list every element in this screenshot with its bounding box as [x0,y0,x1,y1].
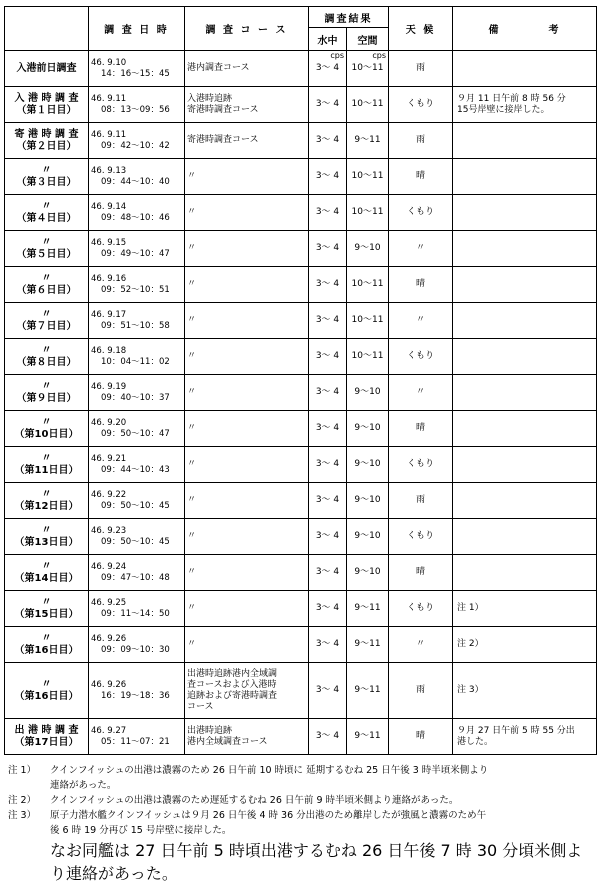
table-row [5,591,597,627]
table-row [5,231,597,267]
datetime-cell [89,231,185,267]
course-cell [185,303,309,339]
course-cell [185,447,309,483]
underwater-value: 3～ 4 [309,411,347,447]
survey-label-line: 〃 [41,524,52,536]
weather-cell: くもり [389,519,453,555]
air-value: 9～11 [347,591,389,627]
course-cell [185,267,309,303]
footnotes [4,763,596,838]
survey-label-line: （第８日目） [16,356,77,368]
underwater-value: 3～ 4 [309,195,347,231]
course-cell [185,231,309,267]
survey-date: 46. 9.24 [91,561,127,572]
air-value: 9～11 [347,663,389,719]
survey-label-line: 〃 [41,164,52,176]
course-cell [185,627,309,663]
underwater-value: 3～ 4 cps [309,51,347,87]
footnote [4,763,596,793]
weather-cell: 雨 [389,483,453,519]
course-line: 出港時追跡 [187,725,233,736]
header-air: 空間 [347,28,389,51]
air-value: 10～11 [347,195,389,231]
table-row [5,51,597,87]
survey-label-line: （第11日目） [14,464,79,476]
datetime-cell [89,375,185,411]
weather-cell: 〃 [389,375,453,411]
survey-label-cell [5,87,89,123]
remark-line: ９月 11 日午前 8 時 56 分 [457,93,566,104]
survey-date: 46. 9.25 [91,597,127,608]
course-cell [185,411,309,447]
weather-cell: 〃 [389,231,453,267]
weather-cell: くもり [389,447,453,483]
table-row [5,267,597,303]
survey-label-cell [5,591,89,627]
weather-cell: 雨 [389,123,453,159]
survey-label-cell [5,159,89,195]
weather-cell: 晴 [389,267,453,303]
remarks-cell [453,123,597,159]
remarks-cell [453,591,597,627]
survey-label-cell [5,483,89,519]
remarks-cell [453,519,597,555]
survey-time: 09：09～10：30 [101,644,170,655]
course-line: 〃 [187,243,197,253]
survey-date: 46. 9.27 [91,725,127,736]
course-cell [185,555,309,591]
survey-label-cell [5,267,89,303]
course-cell [185,483,309,519]
survey-label-cell [5,627,89,663]
survey-label-line: 〃 [41,452,52,464]
course-cell [185,375,309,411]
survey-label-line: 〃 [41,308,52,320]
underwater-value: 3～ 4 [309,519,347,555]
survey-label-line: 〃 [41,236,52,248]
survey-label-line: 〃 [41,678,52,690]
air-value: 9～10 [347,231,389,267]
footnote [4,793,596,808]
weather-cell: 雨 [389,51,453,87]
survey-label-cell [5,663,89,719]
course-cell [185,339,309,375]
survey-label-line: 〃 [41,272,52,284]
course-cell [185,159,309,195]
survey-time: 09：42～10：42 [101,140,170,151]
datetime-cell [89,267,185,303]
underwater-value: 3～ 4 [309,123,347,159]
header-label [5,7,89,51]
survey-label-cell [5,375,89,411]
survey-label-cell [5,339,89,375]
footnote-extra: なお同艦は 27 日午前 5 時頃出港するむね 26 日午後 7 時 30 分頃米側より連絡があった。 [50,841,583,883]
survey-date: 46. 9.18 [91,345,127,356]
underwater-value: 3～ 4 [309,719,347,755]
course-cell [185,591,309,627]
survey-date: 46. 9.20 [91,417,127,428]
remarks-cell [453,627,597,663]
header-underwater: 水中 [309,28,347,51]
footnote-key: 注 3） [8,810,37,821]
footnote-line: 連絡があった。 [50,780,117,791]
weather-cell: くもり [389,87,453,123]
table-row [5,627,597,663]
footnote-line: クインフイッシュの出港は濃霧のため遅延するむね 26 日午前 9 時半頃米側より連絡があった。 [50,795,459,806]
survey-date: 46. 9.21 [91,453,127,464]
air-value: 9～11 [347,719,389,755]
survey-time: 09：50～10：45 [101,536,170,547]
underwater-value: 3～ 4 [309,447,347,483]
datetime-cell [89,519,185,555]
survey-label-cell [5,719,89,755]
survey-date: 46. 9.14 [91,201,127,212]
survey-time: 09：50～10：47 [101,428,170,439]
survey-time: 08：13～09：56 [101,104,170,115]
survey-label-cell [5,303,89,339]
air-value: 10～11 [347,267,389,303]
survey-date: 46. 9.10 [91,57,127,68]
datetime-cell [89,51,185,87]
survey-label-line: 寄 港 時 調 査 [14,128,79,140]
unit-label: cps [330,51,344,60]
remarks-cell [453,51,597,87]
air-value: 9～11 [347,627,389,663]
course-line: 追跡および寄港時調査 [187,690,278,701]
remarks-cell [453,267,597,303]
survey-date: 46. 9.13 [91,165,127,176]
survey-label-cell [5,447,89,483]
survey-table [4,6,597,755]
air-value: 9～10 [347,411,389,447]
survey-label-line: （第10日目） [14,428,79,440]
survey-date: 46. 9.16 [91,273,127,284]
underwater-value: 3～ 4 [309,555,347,591]
air-value: 9～11 [347,123,389,159]
table-row [5,87,597,123]
header-course: 調 査 コ ー ス [185,7,309,51]
table-row [5,719,597,755]
weather-cell: 晴 [389,555,453,591]
air-value: 9～10 [347,375,389,411]
datetime-cell [89,159,185,195]
underwater-value: 3～ 4 [309,231,347,267]
survey-label-line: 〃 [41,416,52,428]
remark-line: 注 1） [457,603,484,613]
survey-label-line: （第13日目） [14,536,79,548]
remark-line: 港した。 [457,736,494,747]
course-cell [185,87,309,123]
table-row [5,663,597,719]
survey-label-line: （第２日目） [16,140,77,152]
survey-label-line: （第15日目） [14,608,79,620]
course-line: コース [187,701,214,712]
course-cell [185,195,309,231]
footnote-line: 原子力潜水艦クインフイッシュは９月 26 日午後 4 時 36 分出港のため離岸したが強風と濃霧のため午 [50,810,487,821]
unit-label: cps [372,51,386,60]
survey-date: 46. 9.11 [91,93,127,104]
header-remarks: 備 考 [453,7,597,51]
air-value: 9～10 [347,447,389,483]
survey-time: 14：16～15：45 [101,68,170,79]
survey-label-cell [5,195,89,231]
remarks-cell [453,231,597,267]
course-line: 〃 [187,351,197,361]
table-row [5,159,597,195]
course-line: 出港時追跡港内全域調 [187,668,278,679]
survey-date: 46. 9.15 [91,237,127,248]
header-results: 調査結果 [309,7,389,28]
course-cell [185,519,309,555]
remarks-cell [453,303,597,339]
survey-date: 46. 9.26 [91,679,127,690]
footnote-key: 注 2） [8,795,37,806]
course-line: 〃 [187,459,197,469]
datetime-cell [89,447,185,483]
remarks-cell [453,719,597,755]
remarks-cell [453,663,597,719]
table-row [5,483,597,519]
survey-label-line: 〃 [41,560,52,572]
header-datetime: 調 査 日 時 [89,7,185,51]
survey-label-cell [5,231,89,267]
footnote-key: 注 1） [8,765,37,776]
table-row [5,303,597,339]
table-row [5,447,597,483]
course-line: 〃 [187,495,197,505]
survey-label-cell [5,123,89,159]
air-value: 10～11 [347,339,389,375]
survey-time: 16：19～18：36 [101,690,170,701]
datetime-cell [89,195,185,231]
weather-cell: 晴 [389,719,453,755]
table-row [5,411,597,447]
table-row [5,195,597,231]
survey-label-line: 入港前日調査 [16,62,77,74]
weather-cell: 晴 [389,159,453,195]
weather-cell: くもり [389,195,453,231]
survey-time: 09：51～10：58 [101,320,170,331]
survey-time: 05：11～07：21 [101,736,170,747]
remark-line: 15号岸壁に接岸した。 [457,104,550,115]
underwater-value: 3～ 4 [309,663,347,719]
course-cell [185,663,309,719]
air-value: 9～10 [347,483,389,519]
remarks-cell [453,447,597,483]
datetime-cell [89,87,185,123]
survey-label-line: （第16日目） [14,644,79,656]
remarks-cell [453,411,597,447]
survey-time: 09：44～10：40 [101,176,170,187]
survey-table-body [5,51,597,755]
course-line: 〃 [187,423,197,433]
survey-time: 09：52～10：51 [101,284,170,295]
remarks-cell [453,375,597,411]
survey-date: 46. 9.19 [91,381,127,392]
survey-time: 09：40～10：37 [101,392,170,403]
air-value: 10～11 cps [347,51,389,87]
datetime-cell [89,123,185,159]
table-row [5,555,597,591]
course-line: 港内全域調査コース [187,736,268,747]
course-cell [185,123,309,159]
course-line: 〃 [187,315,197,325]
table-row [5,375,597,411]
datetime-cell [89,663,185,719]
datetime-cell [89,555,185,591]
survey-label-line: （第３日目） [16,176,77,188]
survey-label-cell [5,411,89,447]
datetime-cell [89,591,185,627]
underwater-value: 3～ 4 [309,303,347,339]
air-value: 10～11 [347,159,389,195]
remarks-cell [453,339,597,375]
survey-label-line: （第16日目） [14,690,79,702]
survey-label-line: 〃 [41,488,52,500]
survey-label-line: 〃 [41,380,52,392]
course-line: 寄港時調査コース [187,104,259,115]
survey-date: 46. 9.17 [91,309,127,320]
survey-label-line: （第12日目） [14,500,79,512]
remark-line: ９月 27 日午前 5 時 55 分出 [457,725,575,736]
course-line: 〃 [187,603,197,613]
remarks-cell [453,195,597,231]
table-row [5,123,597,159]
survey-label-line: 出 港 時 調 査 [14,724,79,736]
survey-time: 09：50～10：45 [101,500,170,511]
underwater-value: 3～ 4 [309,159,347,195]
survey-label-line: 〃 [41,632,52,644]
survey-date: 46. 9.22 [91,489,127,500]
table-row [5,519,597,555]
survey-time: 09：44～10：43 [101,464,170,475]
survey-label-line: （第７日目） [16,320,77,332]
survey-label-line: 入 港 時 調 査 [14,92,79,104]
course-line: 〃 [187,387,197,397]
survey-label-line: （第５日目） [16,248,77,260]
survey-label-line: （第14日目） [14,572,79,584]
table-row [5,339,597,375]
underwater-value: 3～ 4 [309,339,347,375]
weather-cell: 〃 [389,303,453,339]
weather-cell: 晴 [389,411,453,447]
survey-time: 09：11～14：50 [101,608,170,619]
air-value: 10～11 [347,303,389,339]
underwater-value: 3～ 4 [309,375,347,411]
course-line: 〃 [187,567,197,577]
survey-label-line: （第４日目） [16,212,77,224]
course-line: 入港時追跡 [187,93,233,104]
footnote-body [50,793,458,808]
air-value: 10～11 [347,87,389,123]
weather-cell: 〃 [389,627,453,663]
weather-cell: くもり [389,591,453,627]
survey-time: 09：47～10：48 [101,572,170,583]
footnote [4,808,596,838]
underwater-value: 3～ 4 [309,627,347,663]
remarks-cell [453,87,597,123]
air-value: 9～10 [347,555,389,591]
remark-line: 注 2） [457,639,484,649]
survey-label-line: 〃 [41,596,52,608]
survey-document [4,6,596,884]
course-line: 査コースおよび入港時 [187,679,277,690]
survey-label-cell [5,555,89,591]
survey-time: 09：48～10：46 [101,212,170,223]
course-line: 〃 [187,171,197,181]
datetime-cell [89,627,185,663]
remark-line: 注 3） [457,685,484,695]
datetime-cell [89,411,185,447]
survey-time: 09：49～10：47 [101,248,170,259]
air-value: 9～10 [347,519,389,555]
survey-label-line: （第９日目） [16,392,77,404]
survey-label-cell [5,51,89,87]
underwater-value: 3～ 4 [309,591,347,627]
underwater-value: 3～ 4 [309,483,347,519]
datetime-cell [89,339,185,375]
underwater-value: 3～ 4 [309,267,347,303]
survey-label-cell [5,519,89,555]
datetime-cell [89,483,185,519]
remarks-cell [453,159,597,195]
datetime-cell [89,719,185,755]
survey-label-line: 〃 [41,200,52,212]
footnote-line: クインフイッシュの出港は濃霧のため 26 日午前 10 時頃に 延期するむね 25 日午後 3 時半頃米側より [50,765,489,776]
course-cell [185,51,309,87]
course-line: 〃 [187,207,197,217]
course-line: 〃 [187,531,197,541]
course-line: 港内調査コース [187,63,250,73]
course-line: 寄港時調査コース [187,135,259,145]
header-weather: 天 候 [389,7,453,51]
survey-date: 46. 9.11 [91,129,127,140]
remarks-cell [453,483,597,519]
datetime-cell [89,303,185,339]
survey-label-line: （第17日目） [14,736,79,748]
footnote-body [50,808,486,838]
survey-date: 46. 9.26 [91,633,127,644]
footnote-line: 後 6 時 19 分再び 15 号岸壁に接岸した。 [50,825,232,836]
footnote-body [50,763,488,793]
remarks-cell [453,555,597,591]
survey-date: 46. 9.23 [91,525,127,536]
survey-label-line: 〃 [41,344,52,356]
survey-label-line: （第６日目） [16,284,77,296]
survey-label-line: （第１日目） [16,104,77,116]
course-cell [185,719,309,755]
underwater-value: 3～ 4 [309,87,347,123]
course-line: 〃 [187,639,197,649]
survey-time: 10：04～11：02 [101,356,170,367]
weather-cell: くもり [389,339,453,375]
weather-cell: 雨 [389,663,453,719]
course-line: 〃 [187,279,197,289]
